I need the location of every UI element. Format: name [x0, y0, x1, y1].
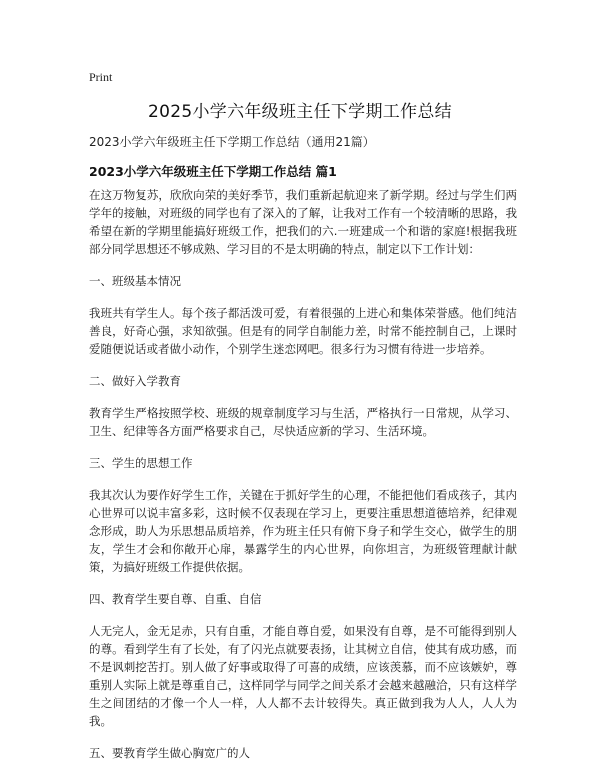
heading-broad-minded: 五、要教育学生做心胸宽广的人 [89, 746, 250, 760]
heading-class-situation: 一、班级基本情况 [89, 274, 181, 288]
article-body [89, 186, 517, 776]
paragraph-ideological-work: 我其次认为要作好学生工作，关键在于抓好学生的心理，不能把他们看成孩子，其内心世界可以说丰富多彩，这时候不仅表现在学习上，更要注重思想道德培养，纪律观念形成，助人为乐思想品质培养，作为班主任只有俯下身子和学生交心，做学生的朋友，学生才会和你敞开心扉，暴露学生的内心世界，向你坦言，为班级管理献计献策，为搞好班级工作提供依据。 [89, 488, 517, 574]
paragraph-self-respect: 人无完人，金无足赤，只有自重，才能自尊自爱，如果没有自尊，是不可能得到别人的尊。看到学生有了长处，有了闪光点就要表扬，让其树立自信，使其有成功感，而不是讽刺挖苦打。别人做了好事或取得了可喜的成绩，应该羡慕，而不应该嫉妒，尊重别人实际上就是尊重自己，这样同学与同学之间关系才会越来越融洽，只有这样学生之间团结的才像一个人一样，人人都不去计较得失。真正做到我为人人，人人为我。 [89, 624, 517, 728]
paragraph-enrollment-education: 教育学生严格按照学校、班级的规章制度学习与生活，严格执行一日常规，从学习、卫生、纪律等各方面严格要求自己，尽快适应新的学习、生活环境。 [89, 406, 517, 438]
heading-self-respect: 四、教育学生要自尊、自重、自信 [89, 592, 262, 606]
subtitle: 2023小学六年级班主任下学期工作总结（通用21篇） [89, 135, 375, 149]
intro-paragraph: 在这万物复苏，欣欣向荣的美好季节，我们重新起航迎来了新学期。经过与学生们两学年的接触，对班级的同学也有了深入的了解，让我对工作有一个较清晰的思路，我希望在新的学期里能搞好班级工作，把我们的六.一班建成一个和谐的家庭!根据我班部分同学思想还不够成熟、学习目的不是太明确的特点，制定以下工作计划： [89, 188, 517, 256]
print-link[interactable]: Print [89, 70, 113, 84]
page-title: 2025小学六年级班主任下学期工作总结 [148, 102, 452, 122]
paragraph-class-situation: 我班共有学生人。每个孩子都活泼可爱，有着很强的上进心和集体荣誉感。他们纯洁善良，好奇心强，求知欲强。但是有的同学自制能力差，时常不能控制自己，上课时爱随便说话或者做小动作，个别学生迷恋网吧。很多行为习惯有待进一步培养。 [89, 306, 517, 356]
section-heading: 2023小学六年级班主任下学期工作总结 篇1 [89, 164, 337, 179]
heading-ideological-work: 三、学生的思想工作 [89, 456, 193, 470]
heading-enrollment-education: 二、做好入学教育 [89, 374, 181, 388]
